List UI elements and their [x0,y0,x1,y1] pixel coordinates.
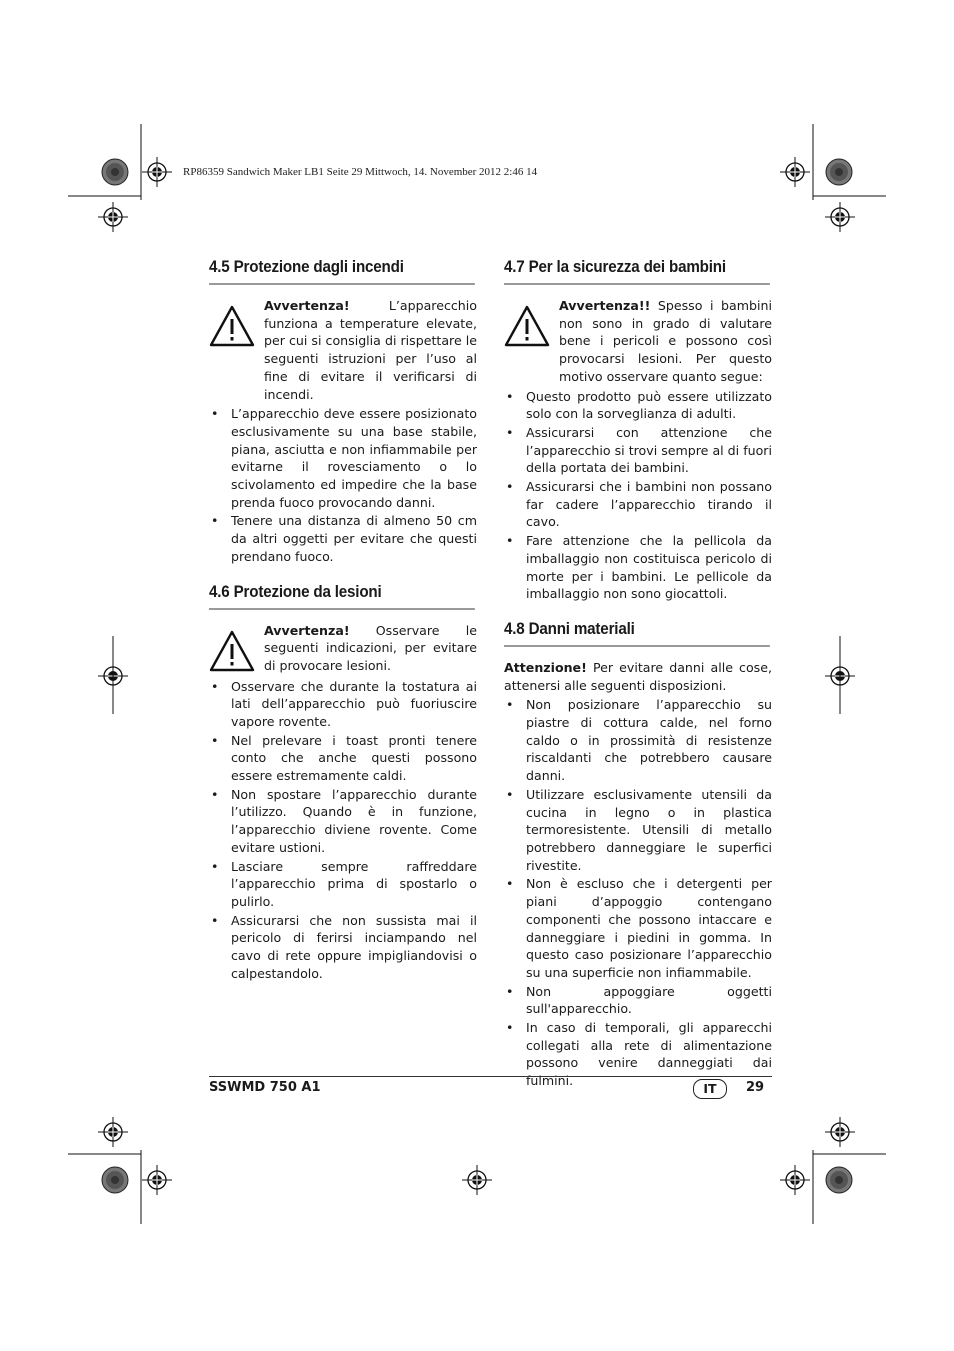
list-item: • In caso di temporali, gli apparecchi collegati alla rete di alimentazione possono venire danneggiati dai fulmini. [506,1020,772,1089]
registration-mark-icon [825,1117,855,1147]
page-number: 29 [746,1080,765,1095]
registration-mark-icon [825,202,855,232]
list-item: • Non spostare l’apparecchio durante l’utilizzo. Quando è in funzione, l’apparecchio diviene rovente. Come evitare ustioni. [211,786,477,855]
list-item: • L’apparecchio deve essere posizionato esclusivamente su una base stabile, piana, asciutta e non infiammabile per evitarne il rovesciamento o lo scivolamento ed impedire che la base prenda fuoco provocando danni. [211,406,477,510]
section-title-4-7: 4.7 Per la sicurezza dei bambini [504,258,770,285]
bullet-list [504,388,772,603]
list-item: • Questo prodotto può essere utilizzato solo con la sorveglianza di adulti. [506,388,772,422]
list-item: • Assicurarsi con attenzione che l’apparecchio si trovi sempre al di fuori della portata dei bambini. [506,424,772,476]
color-wheel-icon [102,159,128,185]
color-wheel-icon [102,1167,128,1193]
registration-mark-icon [98,202,128,232]
warning-triangle-icon [209,622,264,676]
list-item: • Non è escluso che i detergenti per piani d’appoggio contengano componenti che possono intaccare e danneggiare i piedini in gomma. In questo caso posizionare l’apparecchio su una superficie non infiammabile. [506,876,772,980]
footer-model: SSWMD 750 A1 [209,1080,321,1095]
warning-body: Osservare le seguenti indicazioni, per evitare di provocare lesioni. [264,622,477,673]
list-item: • Nel prelevare i toast pronti tenere conto che anche questi possono essere estremamente caldi. [211,732,477,784]
warning-text [264,622,477,676]
registration-mark-icon [780,157,810,187]
registration-mark-icon [142,1165,172,1195]
warning-label: Avvertenza! [264,298,350,313]
registration-mark-icon [780,1165,810,1195]
warning-text [559,297,772,386]
registration-mark-icon [142,157,172,187]
list-item: • Non posizionare l’apparecchio su piastre di cottura calde, nel forno caldo o in prossimità di resistenze riscaldanti che potrebbero causare danni. [506,697,772,784]
attention-text [504,659,772,694]
warning-triangle-icon [209,297,264,403]
warning-body: Spesso i bambini non sono in grado di valutare bene i pericoli e possono così provocarsi lesioni. Per questo motivo osservare quanto segue: [559,298,772,384]
color-wheel-icon [826,159,852,185]
print-header: RP86359 Sandwich Maker LB1 Seite 29 Mittwoch, 14. November 2012 2:46 14 [183,166,538,178]
section-title-4-6: 4.6 Protezione da lesioni [209,583,475,610]
list-item: • Osservare che durante la tostatura ai lati dell’apparecchio può fuoriuscire vapore rovente. [211,678,477,729]
registration-mark-icon [462,1165,492,1195]
list-item: • Fare attenzione che la pellicola da imballaggio non costituisca pericolo di morte per i bambini. Le pellicole da imballaggio non sono giocattoli. [506,533,772,602]
list-item: • Tenere una distanza di almeno 50 cm da altri oggetti per evitare che questi prendano fuoco. [211,513,477,564]
section-title-4-8: 4.8 Danni materiali [504,620,770,647]
list-item: • Non appoggiare oggetti sull'apparecchio. [506,983,772,1017]
warning-triangle-icon [504,297,559,386]
list-item: • Lasciare sempre raffreddare l’apparecchio prima di spostarlo o pulirlo. [211,858,477,909]
bullet-list [504,696,772,1089]
list-item: • Assicurarsi che non sussista mai il pericolo di ferirsi inciampando nel cavo di rete oppure impigliandovisi o calpestandolo. [211,912,477,981]
list-item: • Utilizzare esclusivamente utensili da cucina in legno o in plastica termoresistente. Utensili di metallo potrebbero danneggiare le superfici rivestite. [506,786,772,873]
warning-block [504,297,772,386]
right-column [504,258,772,1091]
footer-rule [209,1076,772,1077]
color-wheel-icon [826,1167,852,1193]
language-badge: IT [693,1079,727,1099]
warning-label: Avvertenza! [264,622,350,638]
registration-mark-icon [98,1117,128,1147]
bullet-list [209,678,477,983]
attention-label: Attenzione! [504,659,587,675]
warning-text [264,297,477,403]
left-column [209,258,477,984]
warning-label: Avvertenza!! [559,298,651,313]
warning-body: L’apparecchio funziona a temperature elevate, per cui si consiglia di rispettare le seguenti istruzioni per l’uso al fine di evitare il verificarsi di incendi. [264,298,477,402]
list-item: • Assicurarsi che i bambini non possano far cadere l’apparecchio tirando il cavo. [506,479,772,530]
section-title-4-5: 4.5 Protezione dagli incendi [209,258,475,285]
warning-block [209,297,477,403]
bullet-list [209,405,477,565]
attention-body: Per evitare danni alle cose, attenersi alle seguenti disposizioni. [504,659,772,693]
warning-block [209,622,477,676]
